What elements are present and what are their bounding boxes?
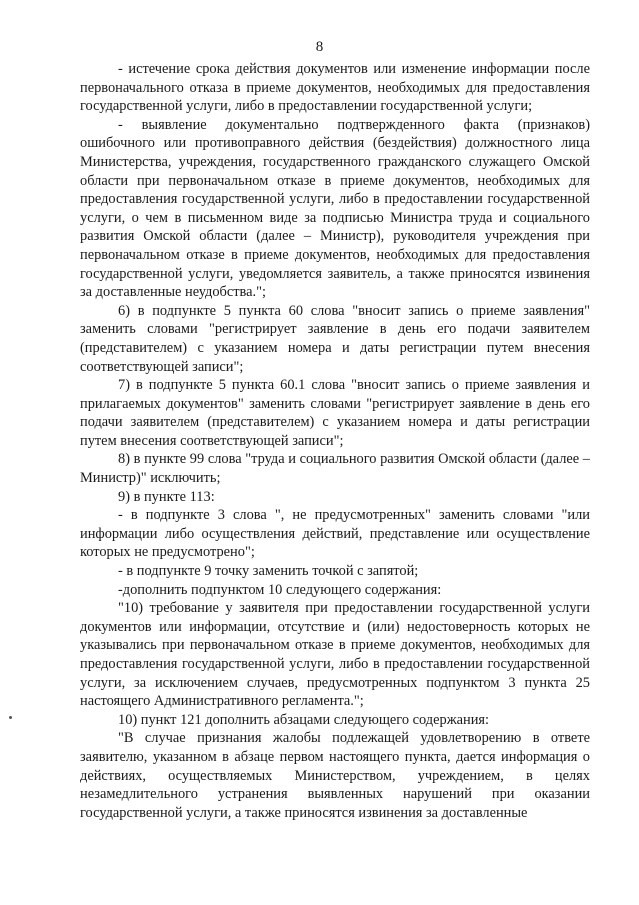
document-body (80, 60, 590, 822)
paragraph: - в подпункте 9 точку заменить точкой с запятой; (118, 563, 419, 580)
page-number: 8 (315, 39, 324, 55)
paragraph: - выявление документально подтвержденного факта (признаков) ошибочного или противоправного действия (бездействия) должностного лица Министерства, учреждения, государственного гражданского служащего Омской области при первоначальном отказе в приеме документов, необходимых для предоставления государственной услуги, либо в предоставлении государственной услуги, о чем в письменном виде за подписью Министра труда и социального развития Омской области (далее – Министр), руководителя учреждения при первоначальном отказе в приеме документов, необходимых для предоставления государственной услуги, уведомляется заявитель, а также приносятся извинения за доставленные неудобства."; (80, 116, 590, 301)
paragraph: "10) требование у заявителя при предоставлении государственной услуги документов или информации, отсутствие и (или) недостоверность которых не указывались при первоначальном отказе в приеме документов, необходимых для предоставления государственной услуги, либо в предоставлении государственной услуги, за исключением случаев, предусмотренных подпунктом 3 пункта 25 настоящего Административного регламента."; (80, 600, 590, 710)
paragraph: 10) пункт 121 дополнить абзацами следующего содержания: (118, 711, 490, 728)
paragraph: -дополнить подпунктом 10 следующего содержания: (118, 581, 442, 598)
paragraph: 6) в подпункте 5 пункта 60 слова "вносит запись о приеме заявления" заменить словами "регистрирует заявление в день его подачи заявителем (представителем) с указанием номера и даты регистрации путем внесения соответствующей записи"; (80, 302, 590, 375)
paragraph: - истечение срока действия документов или изменение информации после первоначального отказа в приеме документов, необходимых для предоставления государственной услуги, либо в предоставлении государственной услуги; (80, 61, 590, 115)
paragraph: - в подпункте 3 слова ", не предусмотренных" заменить словами "или информации либо осуществления действий, представление или осуществление которых не предусмотрено"; (80, 507, 590, 561)
paragraph: 7) в подпункте 5 пункта 60.1 слова "вносит запись о приеме заявления и прилагаемых документов" заменить словами "регистрирует заявление в день его подачи заявителем (представителем) с указанием номера и даты регистрации путем внесения соответствующей записи"; (80, 377, 590, 449)
paragraph: 9) в пункте 113: (118, 488, 215, 505)
paragraph: "В случае признания жалобы подлежащей удовлетворению в ответе заявителю, указанном в абзаце первом настоящего пункта, дается информация о действиях, осуществляемых Министерством, учреждением, в целях незамедлительного устранения выявленных нарушений при оказании государственной услуги, а также приносятся извинения за доставленные (80, 730, 590, 821)
scan-speck (9, 716, 12, 719)
paragraph: 8) в пункте 99 слова "труда и социального развития Омской области (далее – Министр)" исключить; (80, 451, 590, 487)
